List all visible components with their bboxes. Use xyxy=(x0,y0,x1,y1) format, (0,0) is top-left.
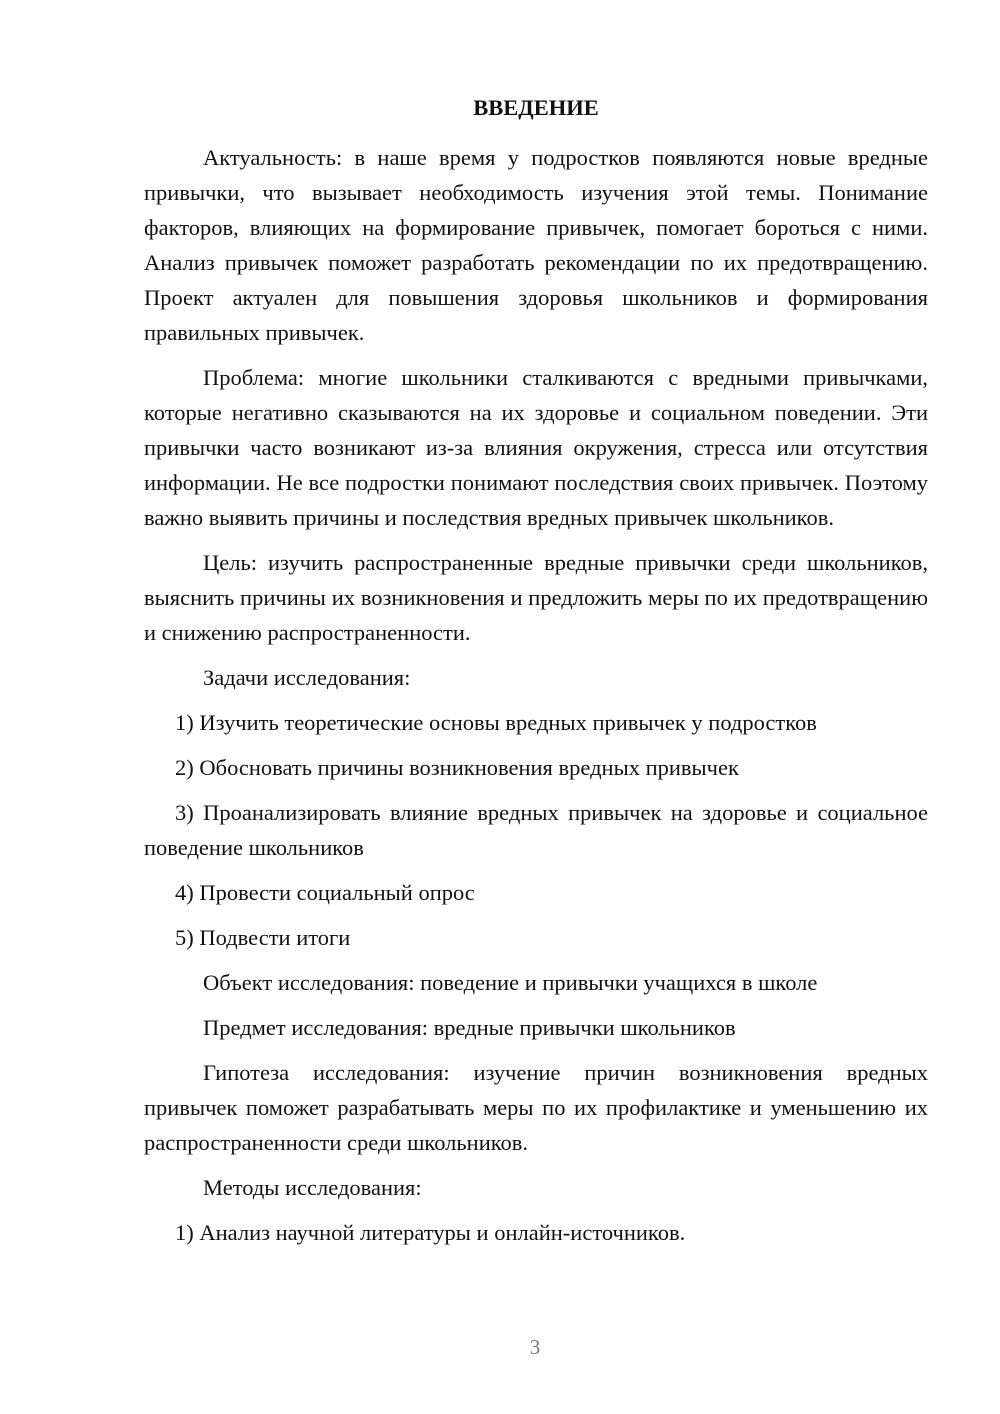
research-hypothesis: Гипотеза исследования: изучение причин возникновения вредных привычек поможет разрабатывать меры по их профилактике и уменьшению их распространенности среди школьников. xyxy=(144,1060,928,1155)
section-title: ВВЕДЕНИЕ xyxy=(473,95,599,120)
page-number: 3 xyxy=(529,1335,541,1359)
task-item-1: 1) Изучить теоретические основы вредных привычек у подростков xyxy=(175,710,817,735)
paragraph-relevance: Актуальность: в наше время у подростков появляются новые вредные привычки, что вызывает необходимость изучения этой темы. Понимание факторов, влияющих на формирование привычек, помогает бороться с ними. Анализ привычек поможет разработать рекомендации по их предотвращению. Проект актуален для повышения здоровья школьников и формирования правильных привычек. xyxy=(144,145,928,345)
task-item-2: 2) Обосновать причины возникновения вредных привычек xyxy=(175,755,739,780)
task-item-3: 3) Проанализировать влияние вредных привычек на здоровье и социальное поведение школьников xyxy=(144,800,928,860)
tasks-heading: Задачи исследования: xyxy=(203,665,411,690)
research-subject: Предмет исследования: вредные привычки школьников xyxy=(203,1015,736,1040)
document-page xyxy=(144,88,928,1260)
methods-heading: Методы исследования: xyxy=(203,1175,422,1200)
task-item-5: 5) Подвести итоги xyxy=(175,925,351,950)
research-object: Объект исследования: поведение и привычки учащихся в школе xyxy=(203,970,818,995)
task-item-4: 4) Провести социальный опрос xyxy=(175,880,475,905)
method-item-1: 1) Анализ научной литературы и онлайн-источников. xyxy=(175,1220,686,1245)
paragraph-goal: Цель: изучить распространенные вредные привычки среди школьников, выяснить причины их возникновения и предложить меры по их предотвращению и снижению распространенности. xyxy=(144,550,928,645)
paragraph-problem: Проблема: многие школьники сталкиваются с вредными привычками, которые негативно сказываются на их здоровье и социальном поведении. Эти привычки часто возникают из-за влияния окружения, стресса или отсутствия информации. Не все подростки понимают последствия своих привычек. Поэтому важно выявить причины и последствия вредных привычек школьников. xyxy=(144,365,928,530)
